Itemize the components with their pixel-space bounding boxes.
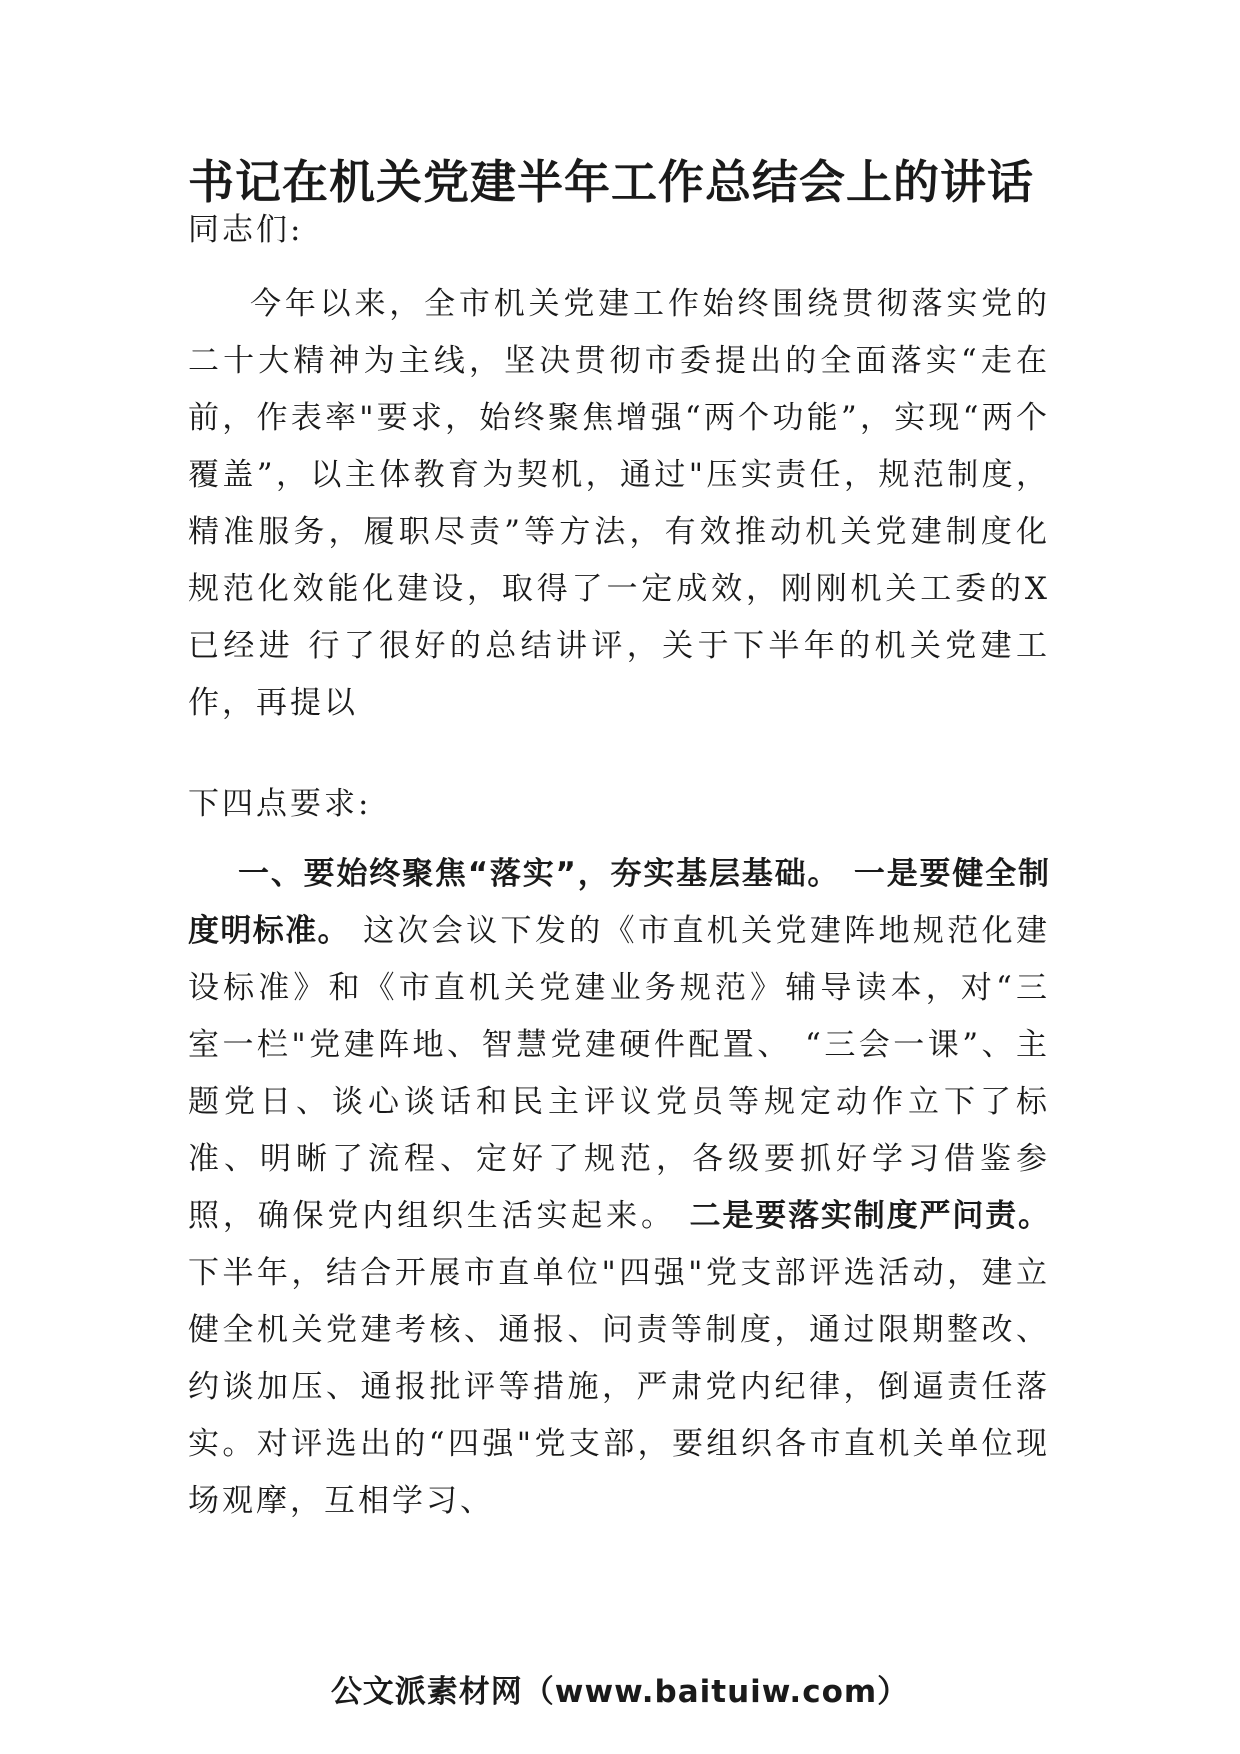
salutation: 同志们: <box>188 212 304 248</box>
point-2-body: 下半年，结合开展市直单位"四强"党支部评选活动，建立健全机关党建考核、通报、问责等制度，通过限期整改、约谈加压、通报批评等措施，严肃党内纪律，倒逼责任落实。对评选出的“四强"党支部，要组织各市直机关单位现场观摩，互相学习、 <box>188 1255 1050 1519</box>
point-1-heading: 一是要健全制度明标准。 <box>188 856 1050 949</box>
point-1-body: 这次会议下发的《市直机关党建阵地规范化建设标准》和《市直机关党建业务规范》辅导读本，对“三室一栏"党建阵地、智慧党建硬件配置、 “三会一课”、主题党日、谈心谈话和民主评议党员等规定动作立下了标准、明晰了流程、定好了规范，各级要抓好学习借鉴参照，确保党内组织生活实起来。 <box>188 913 1051 1234</box>
section-1-heading: 一、要始终聚焦“落实”，夯实基层基础。 <box>238 856 841 892</box>
point-2-heading: 二是要落实制度严问责。 <box>689 1198 1051 1234</box>
body-paragraph-1: 今年以来，全市机关党建工作始终围绕贯彻落实党的二十大精神为主线，坚决贯彻市委提出的全面落实“走在前，作表率"要求，始终聚焦增强“两个功能”，实现“两个覆盖”，以主体教育为契机，通过"压实责任，规范制度，精准服务，履职尽责”等方法，有效推动机关党建制度化规范化效能化建设，取得了一定成效，刚刚机关工委的X 已经进 行了很好的总结讲评，关于下半年的机关党建工作，再提以 <box>188 286 1050 721</box>
body-paragraph-1-continued: 下四点要求: <box>188 786 372 822</box>
section-1-paragraph <box>188 846 1050 1530</box>
document-title: 书记在机关党建半年工作总结会上的讲话 <box>188 155 1034 209</box>
footer-watermark: 公文派素材网（www.baituiw.com） <box>330 1674 910 1710</box>
